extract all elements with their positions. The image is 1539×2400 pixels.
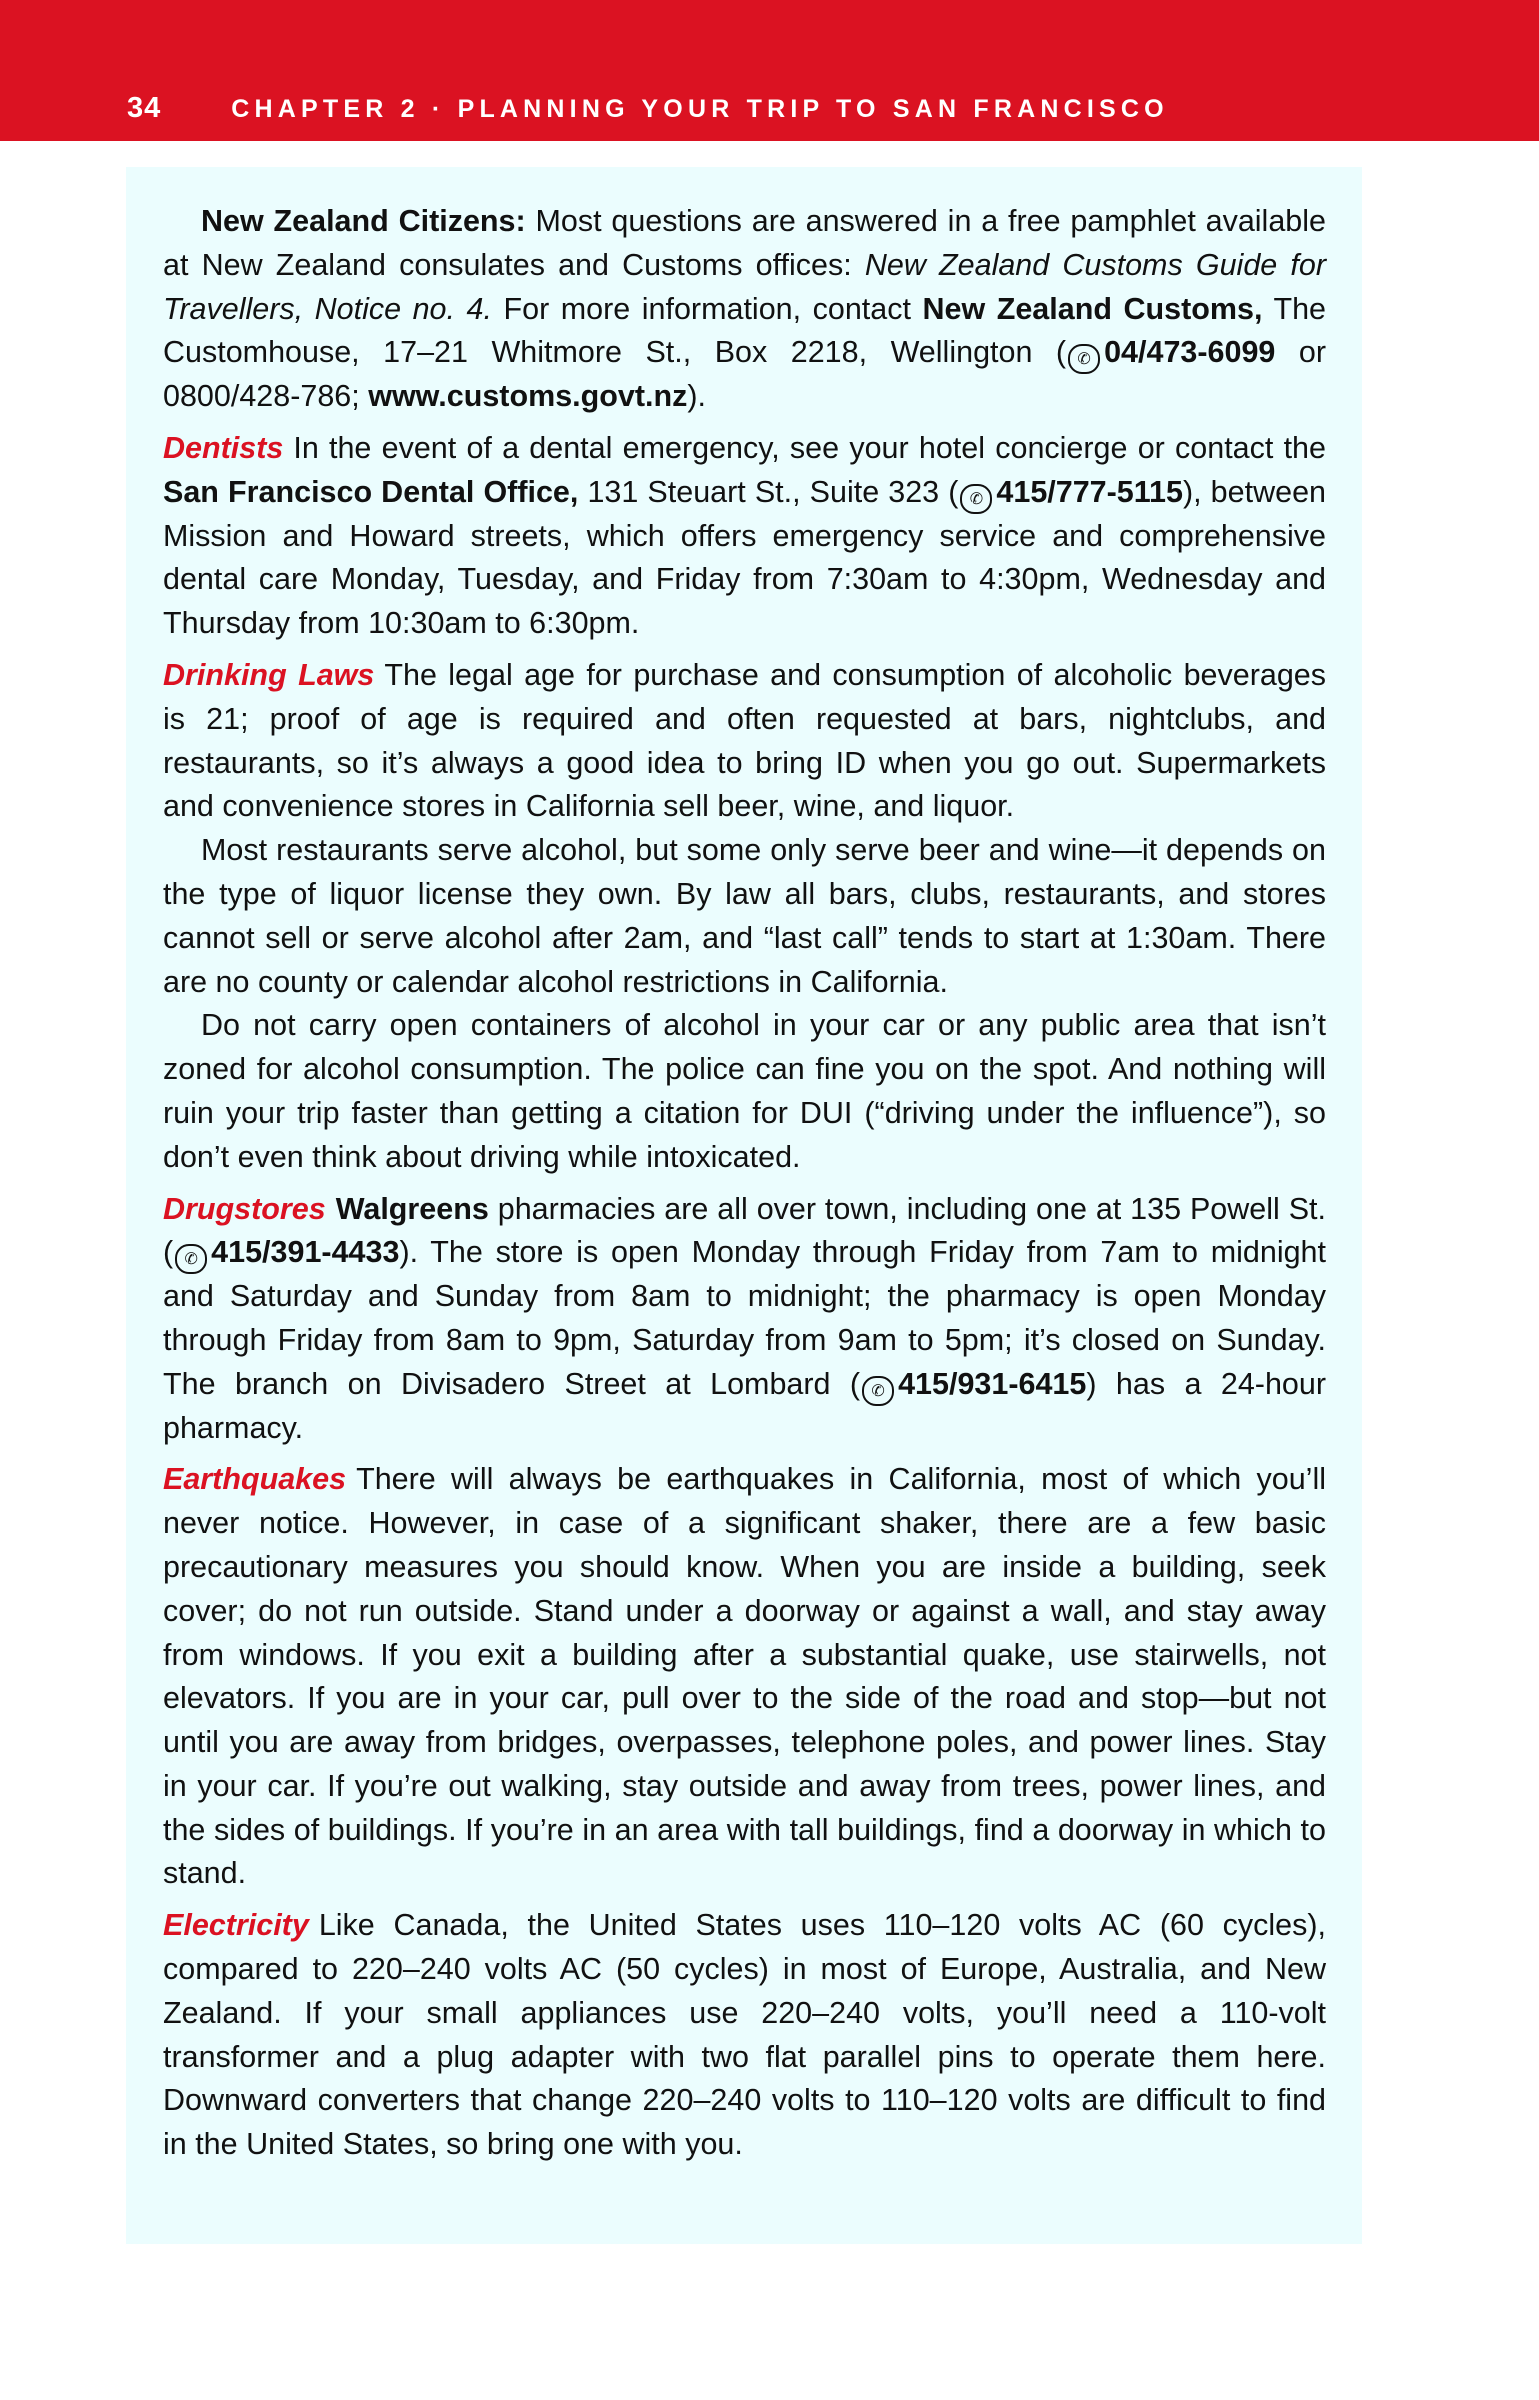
running-head-chapter-title: CHAPTER 2 · PLANNING YOUR TRIP TO SAN FRANCISCO (231, 95, 1169, 123)
bold-text: Walgreens (335, 1191, 489, 1226)
paragraph (163, 427, 1326, 646)
paragraph (163, 1904, 1326, 2167)
text-run: ). (687, 379, 707, 414)
phone-icon: ✆ (960, 484, 992, 514)
paragraph (163, 1004, 1326, 1179)
section-heading: Drugstores (163, 1191, 326, 1226)
text-run: For more information, contact (491, 291, 923, 326)
text-run: The Customhouse, 17–21 Whitmore St., Box 2218, Wellington ( (163, 291, 1326, 370)
text-run: Do not carry open containers of alcohol in your car or any public area that isn’t zoned for alcohol consumption. The police can fine you on the spot. And nothing will ruin your trip faster than getting a citation for DUI (“driving under the influence”), so don’t even think about driving while intoxicated. (163, 1008, 1326, 1174)
section-heading: Dentists (163, 430, 284, 465)
italic-text: New Zealand Customs Guide for Travellers, Notice no. 4. (163, 247, 1326, 326)
section-heading: Earthquakes (163, 1462, 347, 1497)
text-run: Most questions are answered in a free pamphlet available at New Zealand consulates and Customs offices: (163, 204, 1326, 282)
bold-text: New Zealand Citizens: (201, 204, 526, 238)
body-text (163, 200, 1326, 2167)
paragraph (163, 1458, 1326, 1896)
running-head (127, 90, 1169, 127)
bold-text: 415/931-6415 (898, 1366, 1087, 1401)
text-run: pharmacies are all over town, including one at 135 Powell St. ( (163, 1191, 1326, 1270)
bold-text: New Zealand Customs, (922, 291, 1263, 326)
paragraph (163, 654, 1326, 829)
phone-icon: ✆ (862, 1376, 894, 1406)
paragraph (163, 829, 1326, 1004)
text-run: There will always be earthquakes in California, most of which you’ll never notice. However, in case of a significant shaker, there are a few basic precautionary measures you should know. When you are inside a building, seek cover; do not run outside. Stand under a doorway or against a wall, and stay away from windows. If you exit a building after a substantial quake, use stairwells, not elevators. If you are in your car, pull over to the side of the road and stop—but not until you are away from bridges, overpasses, telephone poles, and power lines. Stay in your car. If you’re out walking, stay outside and away from trees, power lines, and the sides of buildings. If you’re in an area with tall buildings, find a doorway in which to stand. (163, 1462, 1326, 1891)
text-run: 131 Steuart St., Suite 323 ( (578, 474, 959, 509)
bold-text: San Francisco Dental Office, (163, 474, 579, 509)
text-run: In the event of a dental emergency, see your hotel concierge or contact the (293, 430, 1326, 465)
bold-text: 04/473-6099 (1104, 335, 1276, 370)
text-run: ) has a 24-hour pharmacy. (163, 1366, 1327, 1445)
section-heading: Drinking Laws (163, 657, 375, 692)
phone-icon: ✆ (1068, 344, 1100, 374)
paragraph (163, 1188, 1326, 1451)
text-run: ), between Mission and Howard streets, which offers emergency service and comprehensive dental care Monday, Tuesday, and Friday from 7:30am to 4:30pm, Wednesday and Thursday from 10:30am to 6:30pm. (163, 474, 1326, 641)
page-number: 34 (127, 92, 162, 124)
section-heading: Electricity (163, 1908, 309, 1943)
phone-icon: ✆ (175, 1244, 207, 1274)
text-run: Most restaurants serve alcohol, but some only serve beer and wine—it depends on the type of liquor license they own. By law all bars, clubs, restaurants, and stores cannot sell or serve alcohol after 2am, and “last call” tends to start at 1:30am. There are no county or calendar alcohol restrictions in California. (163, 833, 1326, 999)
chapter-header-band (0, 0, 1539, 141)
bold-text: 415/391-4433 (211, 1235, 400, 1270)
text-run: or 0800/428-786; (163, 335, 1327, 414)
paragraph (163, 200, 1326, 419)
text-run: ). The store is open Monday through Friday from 7am to midnight and Saturday and Sunday from 8am to midnight; the pharmacy is open Monday through Friday from 8am to 9pm, Saturday from 9am to 5pm; it’s closed on Sunday. The branch on Divisadero Street at Lombard ( (163, 1235, 1326, 1401)
bold-text: 415/777-5115 (996, 474, 1183, 509)
bold-text: www.customs.govt.nz (368, 379, 688, 414)
text-run: The legal age for purchase and consumption of alcoholic beverages is 21; proof of age is required and often requested at bars, nightclubs, and restaurants, so it’s always a good idea to bring ID when you go out. Supermarkets and convenience stores in California sell beer, wine, and liquor. (163, 657, 1326, 824)
text-run: Like Canada, the United States uses 110–120 volts AC (60 cycles), compared to 220–240 volts AC (50 cycles) in most of Europe, Australia, and New Zealand. If your small appliances use 220–240 volts, you’ll need a 110-volt transformer and a plug adapter with two flat parallel pins to operate them here. Downward converters that change 220–240 volts to 110–120 volts are difficult to find in the United States, so bring one with you. (163, 1908, 1326, 2162)
